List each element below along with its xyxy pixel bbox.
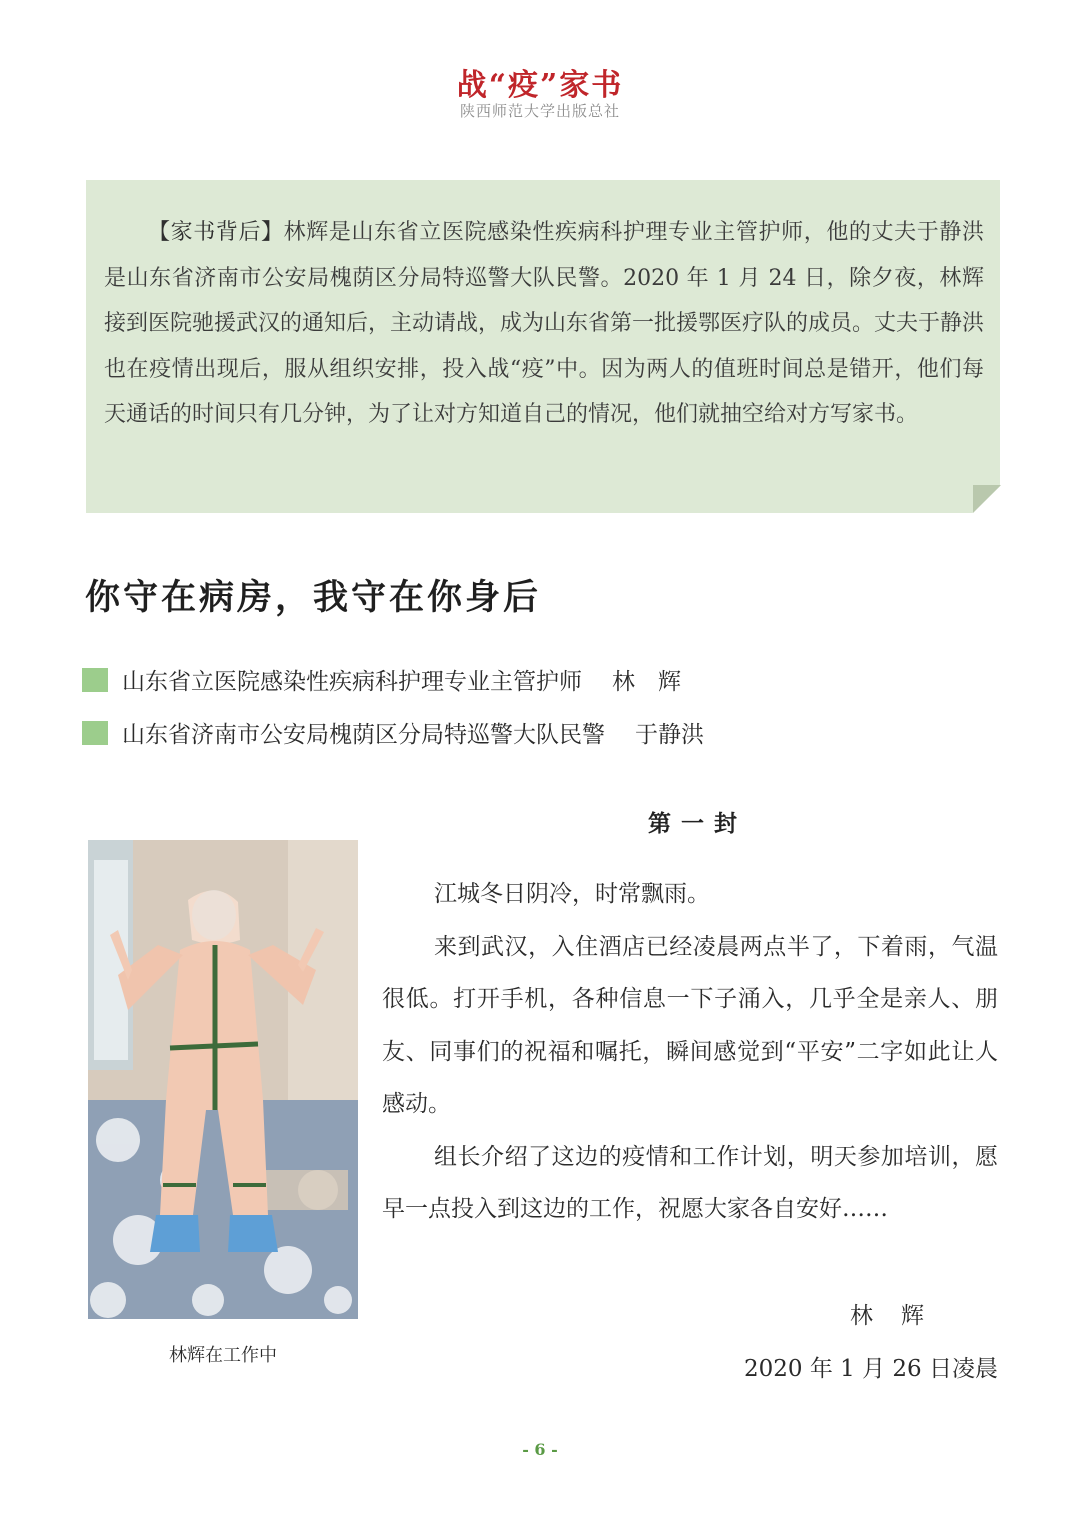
author-name: 林 辉 [612,669,681,695]
photo-caption: 林辉在工作中 [169,1345,277,1366]
letter-body [382,868,998,1236]
signature-first-char: 林 [850,1303,879,1329]
photo-nurse-in-protective-suit [88,840,358,1319]
publisher-name: 陕西师范大学出版总社 [459,102,620,120]
signature-second-char: 辉 [901,1303,930,1329]
author-line-2 [82,716,704,749]
intro-text: 林辉是山东省立医院感染性疾病科护理专业主管护师，他的丈夫于静洪是山东省济南市公安局槐荫区分局特巡警大队民警。2020 年 1 月 24 日，除夕夜，林辉接到医院驰援武汉的通知后，主动请战，成为山东省第一批援鄂医疗队的成员。丈夫于静洪也在疫情出现后，服从组织安排，投入战“疫”中。因为两人的值班时间总是错开，他们每天通话的时间只有几分钟，为了让对方知道自己的情况，他们就抽空给对方写家书。 [104,220,985,427]
author-line-1 [82,663,681,696]
page-number: - 6 - [522,1440,558,1459]
letter-signature [850,1297,930,1330]
letter-paragraph: 江城冬日阴冷，时常飘雨。 [434,881,710,907]
author-title: 山东省济南市公安局槐荫区分局特巡警大队民警 [122,722,605,748]
letter-date: 2020 年 1 月 26 日凌晨 [744,1356,998,1382]
author-name: 于静洪 [635,722,704,748]
letter-heading: 第一封 [648,810,747,837]
page-fold-corner [973,485,1001,513]
bullet-marker-icon [82,721,108,745]
bullet-marker-icon [82,668,108,692]
author-title: 山东省立医院感染性疾病科护理专业主管护师 [122,669,582,695]
letter-paragraph: 来到武汉，入住酒店已经凌晨两点半了，下着雨，气温很低。打开手机，各种信息一下子涌入，几乎全是亲人、朋友、同事们的祝福和嘱托，瞬间感觉到“平安”二字如此让人感动。 [382,933,998,1117]
intro-paragraph [104,210,984,438]
section-title: 你守在病房，我守在你身后 [85,577,542,618]
letter-paragraph: 组长介绍了这边的疫情和工作计划，明天参加培训，愿早一点投入到这边的工作，祝愿大家各自安好…… [382,1143,998,1222]
page-header-title: 战“疫”家书 [456,68,624,103]
intro-label: 【家书背后】 [148,220,284,245]
